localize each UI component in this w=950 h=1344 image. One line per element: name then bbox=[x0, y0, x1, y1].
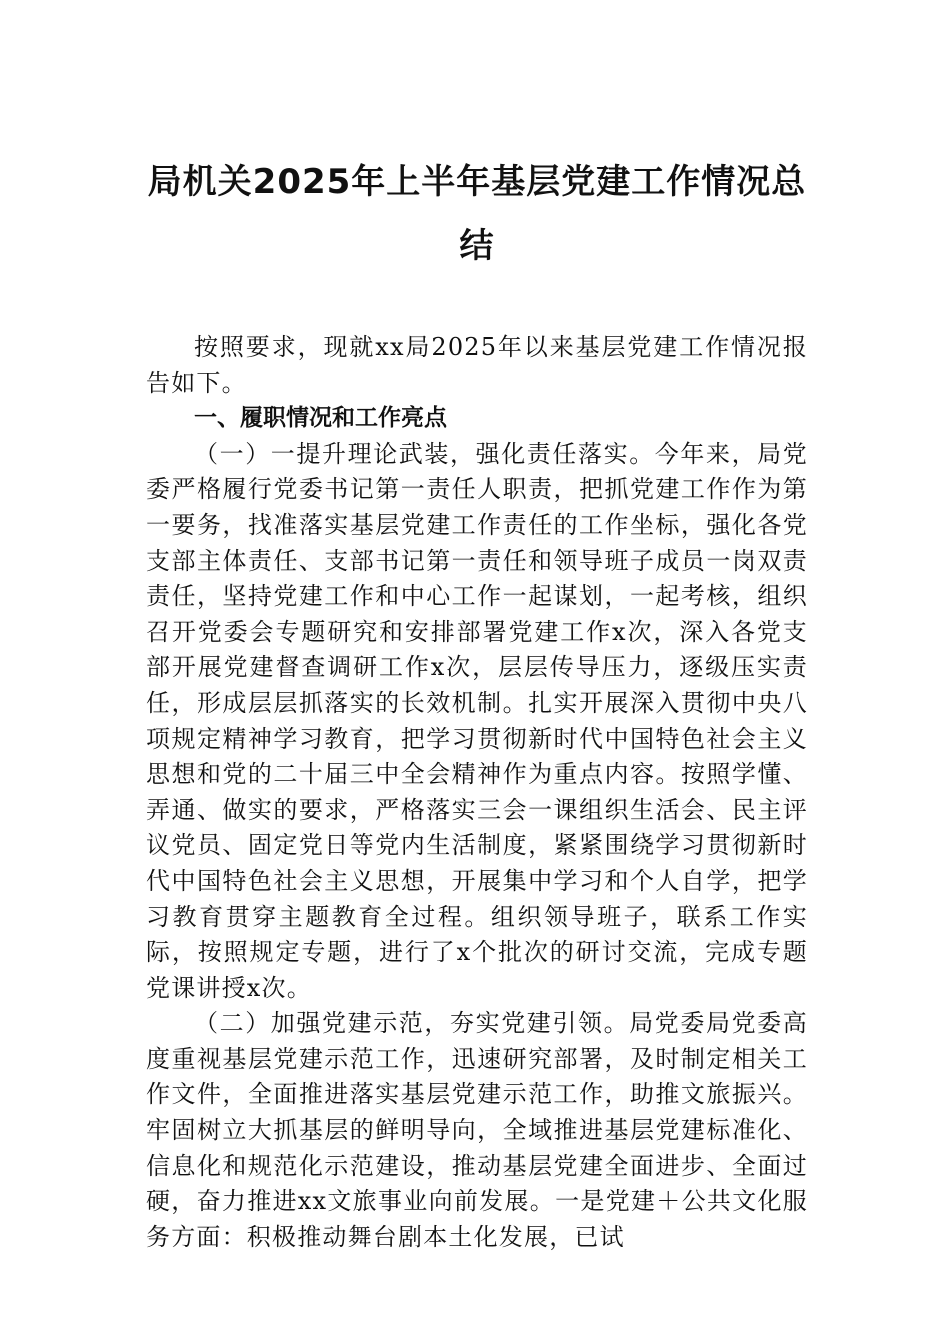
body-paragraph-2: （二）加强党建示范，夯实党建引领。局党委局党委高度重视基层党建示范工作，迅速研究部署，及时制定相关工作文件，全面推进落实基层党建示范工作，助推文旅振兴。牢固树立大抓基层的鲜明导向，全域推进基层党建标准化、信息化和规范化示范建设，推动基层党建全面进步、全面过硬，奋力推进xx文旅事业向前发展。一是党建＋公共文化服务方面：积极推动舞台剧本土化发展，已试 bbox=[146, 1009, 808, 1251]
document-page bbox=[146, 150, 808, 1255]
intro-paragraph: 按照要求，现就xx局2025年以来基层党建工作情况报告如下。 bbox=[146, 333, 808, 397]
document-title: 局机关2025年上半年基层党建工作情况总结 bbox=[147, 162, 807, 266]
section-heading: 一、履职情况和工作亮点 bbox=[194, 405, 447, 432]
body-paragraph-1: （一）一提升理论武装，强化责任落实。今年来，局党委严格履行党委书记第一责任人职责，把抓党建工作作为第一要务，找准落实基层党建工作责任的工作坐标，强化各党支部主体责任、支部书记第一责任和领导班子成员一岗双责责任，坚持党建工作和中心工作一起谋划，一起考核，组织召开党委会专题研究和安排部署党建工作x次，深入各党支部开展党建督查调研工作x次，层层传导压力，逐级压实责任，形成层层抓落实的长效机制。扎实开展深入贯彻中央八项规定精神学习教育，把学习贯彻新时代中国特色社会主义思想和党的二十届三中全会精神作为重点内容。按照学懂、弄通、做实的要求，严格落实三会一课组织生活会、民主评议党员、固定党日等党内生活制度，紧紧围绕学习贯彻新时代中国特色社会主义思想，开展集中学习和个人自学，把学习教育贯穿主题教育全过程。组织领导班子，联系工作实际，按照规定专题，进行了x个批次的研讨交流，完成专题党课讲授x次。 bbox=[146, 439, 808, 1002]
